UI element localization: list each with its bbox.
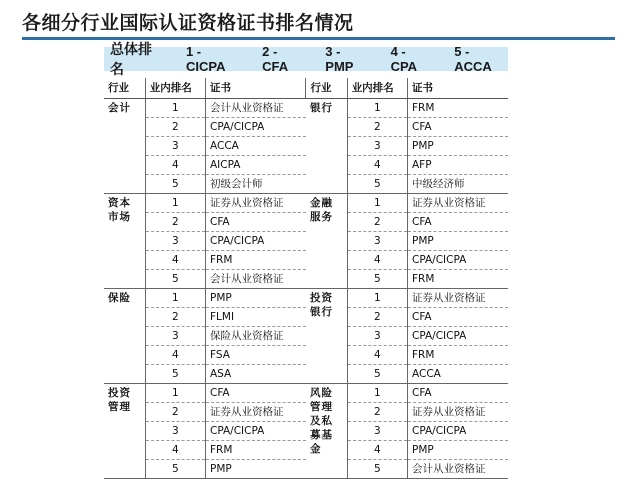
rank-cell: 3 [347,231,407,250]
cert-cell: CPA/CICPA [206,117,306,136]
cert-cell: AFP [407,155,508,174]
header-industry: 行业 [104,78,145,98]
cert-cell: 证券从业资格证 [206,402,306,421]
rank-cell: 2 [347,117,407,136]
rank-cell: 4 [145,345,205,364]
rank-cell: 4 [145,250,205,269]
industry-cell: 保险 [104,288,145,383]
rank-cell: 5 [347,269,407,288]
cert-cell: ASA [206,364,306,383]
cert-cell: ACCA [407,364,508,383]
header-cert: 证书 [206,78,306,98]
page-title: 各细分行业国际认证资格证书排名情况 [22,12,354,34]
industry-cell: 银行 [306,98,347,193]
cert-cell: 证券从业资格证 [407,402,508,421]
cert-cell: 会计从业资格证 [206,269,306,288]
table-row [104,193,508,212]
table-header-row [104,78,508,98]
cert-cell: CPA/CICPA [206,421,306,440]
rank-cell: 2 [145,307,205,326]
cert-cell: PMP [206,288,306,307]
rank-cell: 1 [347,383,407,402]
cert-cell: FSA [206,345,306,364]
rank-cell: 2 [347,307,407,326]
rank-cell: 2 [347,212,407,231]
header-cert: 证书 [407,78,508,98]
rank-cell: 1 [347,193,407,212]
cert-cell: CPA/CICPA [206,231,306,250]
industry-cell: 资本市场 [104,193,145,288]
rank-cell: 3 [145,231,205,250]
rank-cell: 2 [347,402,407,421]
cert-cell: 中级经济师 [407,174,508,193]
cert-cell: 证券从业资格证 [206,193,306,212]
rank-cell: 1 [145,193,205,212]
rank-cell: 1 [145,288,205,307]
cert-cell: FRM [407,98,508,117]
rank-cell: 5 [347,364,407,383]
ranking-table [104,78,508,479]
cert-cell: CPA/CICPA [407,250,508,269]
rank-cell: 4 [347,155,407,174]
rank-cell: 5 [145,364,205,383]
table-row [104,98,508,117]
cert-cell: PMP [407,231,508,250]
rank-cell: 5 [145,174,205,193]
overall-ranking-label: 总体排名 [110,42,152,78]
cert-cell: 证券从业资格证 [407,193,508,212]
rank-cell: 5 [145,459,205,478]
cert-cell: AICPA [206,155,306,174]
header-rank: 业内排名 [347,78,407,98]
cert-cell: FLMI [206,307,306,326]
cert-cell: 保险从业资格证 [206,326,306,345]
rank-cell: 5 [347,459,407,478]
cert-cell: CPA/CICPA [407,326,508,345]
cert-cell: 会计从业资格证 [206,98,306,117]
cert-cell: CFA [407,117,508,136]
overall-rank-item: 2 - CFA [262,44,289,74]
overall-rank-item: 1 - CICPA [185,44,226,74]
cert-cell: FRM [206,440,306,459]
cert-cell: PMP [407,440,508,459]
rank-cell: 3 [347,326,407,345]
cert-cell: ACCA [206,136,306,155]
cert-cell: CFA [407,383,508,402]
industry-cell: 风险管理及私募基金 [306,383,347,478]
rank-cell: 2 [145,117,205,136]
rank-cell: 2 [145,212,205,231]
cert-cell: 证券从业资格证 [407,288,508,307]
cert-cell: PMP [206,459,306,478]
rank-cell: 3 [145,326,205,345]
rank-cell: 1 [347,288,407,307]
rank-cell: 5 [145,269,205,288]
cert-cell: 会计从业资格证 [407,459,508,478]
industry-cell: 投资管理 [104,383,145,478]
cert-cell: CPA/CICPA [407,421,508,440]
cert-cell: CFA [407,212,508,231]
overall-rank-item: 3 - PMP [325,44,354,74]
rank-cell: 5 [347,174,407,193]
header-industry: 行业 [306,78,347,98]
cert-cell: 初级会计师 [206,174,306,193]
cert-cell: CFA [206,383,306,402]
rank-cell: 3 [145,421,205,440]
ranking-body [104,98,508,478]
rank-cell: 3 [347,136,407,155]
cert-cell: PMP [407,136,508,155]
cert-cell: FRM [206,250,306,269]
rank-cell: 4 [347,345,407,364]
rank-cell: 4 [145,440,205,459]
overall-rank-item: 5 - ACCA [454,44,492,74]
rank-cell: 4 [347,250,407,269]
rank-cell: 4 [145,155,205,174]
rank-cell: 2 [145,402,205,421]
overall-ranking-bar [104,42,508,78]
overall-rank-item: 4 - CPA [390,44,418,74]
header-rank: 业内排名 [145,78,205,98]
cert-cell: CFA [407,307,508,326]
rank-cell: 1 [145,383,205,402]
rank-cell: 1 [347,98,407,117]
table-row [104,288,508,307]
industry-cell: 投资银行 [306,288,347,383]
cert-cell: FRM [407,269,508,288]
rank-cell: 3 [145,136,205,155]
rank-cell: 1 [145,98,205,117]
cert-cell: FRM [407,345,508,364]
cert-cell: CFA [206,212,306,231]
industry-cell: 金融服务 [306,193,347,288]
table-row [104,383,508,402]
rank-cell: 3 [347,421,407,440]
industry-cell: 会计 [104,98,145,193]
rank-cell: 4 [347,440,407,459]
